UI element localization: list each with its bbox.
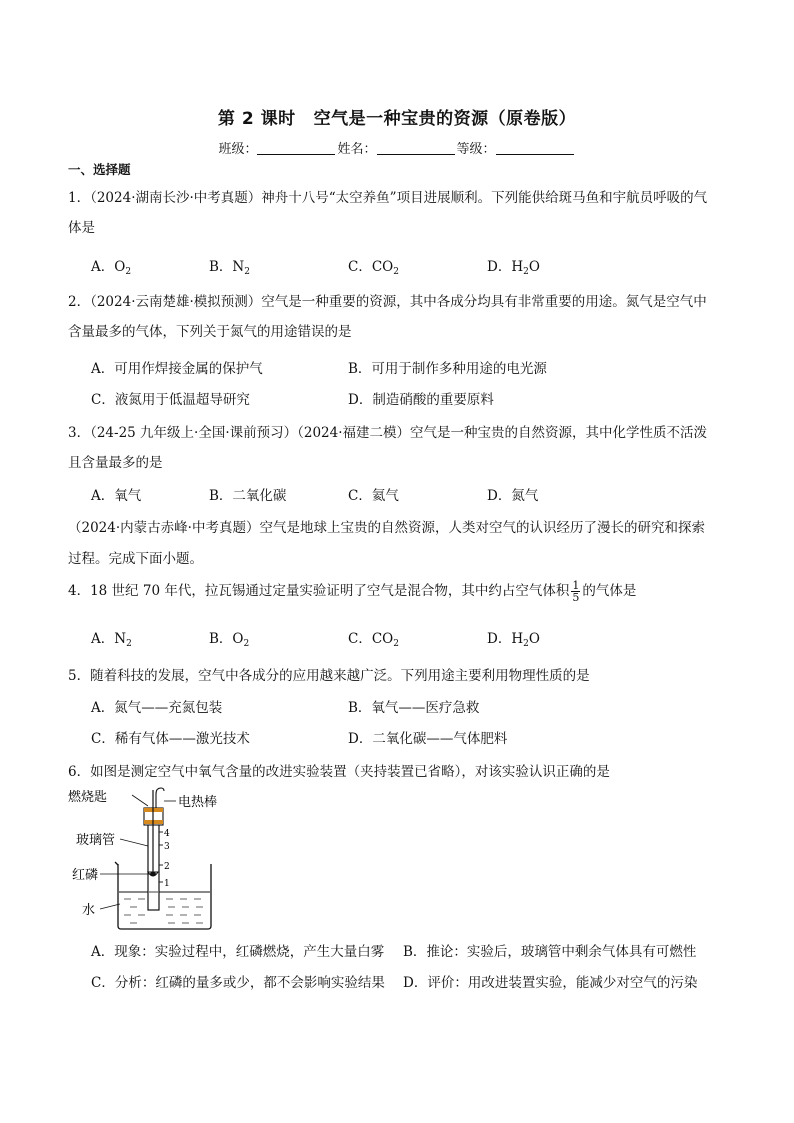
q1-option-d[interactable]: D．$H_2O$ [487,259,540,277]
q2-option-c[interactable]: C．液氮用于低温超导研究 [91,392,250,408]
q1-option-c[interactable]: C．$CO_2$ [348,259,399,277]
name-blank[interactable] [377,141,455,155]
grade-blank[interactable] [496,141,574,155]
q3-option-d[interactable]: D．氮气 [487,488,539,504]
q3-stem-line1: 3．（24-25 九年级上·全国·课前预习）（2024·福建二模）空气是一种宝贵的自然资源，其中化学性质不活泼 [68,425,708,441]
q2-option-a[interactable]: A．可用作焊接金属的保护气 [91,361,263,377]
class-blank[interactable] [257,141,335,155]
q2-option-b[interactable]: B．可用于制作多种用途的电光源 [348,361,547,377]
page-title [0,104,794,129]
label-water: 水 [82,903,96,918]
q4-option-a[interactable]: A．$N_2$ [91,631,132,649]
q6-option-c[interactable]: C．分析：红磷的量多或少，都不会影响实验结果 [91,975,385,991]
q5-option-d[interactable]: D．二氧化碳——气体肥料 [348,731,508,747]
q2-stem-line2: 含量最多的气体，下列关于氮气的用途错误的是 [68,324,352,340]
label-electric-rod: 电热棒 [178,795,218,810]
q4-option-d[interactable]: D．$H_2O$ [487,631,540,649]
class-label: 班级： [218,142,258,157]
q1-option-a[interactable]: A．$O_2$ [91,259,132,277]
section-title: 一、选择题 [68,162,131,177]
q6-stem: 6．如图是测定空气中氧气含量的改进实验装置（夹持装置已省略），对该实验认识正确的是 [68,764,610,780]
q4-option-b[interactable]: B．$O_2$ [209,631,250,649]
apparatus-figure [68,786,218,932]
q5-option-c[interactable]: C．稀有气体——激光技术 [91,731,250,747]
label-glass-tube: 玻璃管 [76,833,116,848]
fraction-one-fifth: $\frac{1}{5}$ [572,579,580,604]
name-label: 姓名： [337,142,377,157]
student-info-line [0,138,794,157]
q3-option-c[interactable]: C．氦气 [348,488,399,504]
q3-stem-line2: 且含量最多的是 [68,455,163,471]
q2-stem-line1: 2．（2024·云南楚雄·模拟预测）空气是一种重要的资源，其中各成分均具有非常重要的用途。氮气是空气中 [68,294,707,310]
q6-option-a[interactable]: A．现象：实验过程中，红磷燃烧，产生大量白雾 [91,944,385,960]
q6-option-b[interactable]: B．推论：实验后，玻璃管中剩余气体具有可燃性 [403,944,697,960]
q4-intro-line1: （2024·内蒙古赤峰·中考真题）空气是地球上宝贵的自然资源，人类对空气的认识经历了漫长的研究和探索 [68,520,705,536]
q5-stem: 5．随着科技的发展，空气中各成分的应用越来越广泛。下列用途主要利用物理性质的是 [68,668,590,684]
label-red-phosphorus: 红磷 [72,868,99,883]
title-lesson: 第 2 课时 [217,109,296,129]
q3-option-b[interactable]: B．二氧化碳 [209,488,287,504]
q5-option-b[interactable]: B．氧气——医疗急救 [348,700,480,716]
scale-mark-1: 1 [164,879,170,889]
q4-option-c[interactable]: C．$CO_2$ [348,631,399,649]
grade-label: 等级： [456,142,496,157]
label-combustion-spoon: 燃烧匙 [68,790,108,805]
scale-mark-4: 4 [164,829,170,839]
water-hatch [124,899,203,923]
q1-stem-line1: 1．（2024·湖南长沙·中考真题）神舟十八号“太空养鱼”项目进展顺利。下列能供给斑马鱼和宇航员呼吸的气 [68,190,708,206]
scale-mark-3: 3 [164,842,170,852]
q4-stem: 4．18 世纪 70 年代，拉瓦锡通过定量实验证明了空气是混合物，其中约占空气体积 $\frac{1}{5}$ 的气体是 [68,579,637,604]
q2-option-d[interactable]: D．制造硝酸的重要原料 [348,392,494,408]
q1-stem-line2: 体是 [68,220,95,236]
q3-option-a[interactable]: A．氧气 [91,488,142,504]
scale-mark-2: 2 [164,862,170,872]
electric-rod-icon [156,788,164,808]
q4-intro-line2: 过程。完成下面小题。 [68,551,203,567]
title-topic: 空气是一种宝贵的资源（原卷版） [313,109,577,129]
q5-option-a[interactable]: A．氮气——充氮包装 [91,700,223,716]
q1-option-b[interactable]: B．$N_2$ [209,259,250,277]
q6-option-d[interactable]: D．评价：用改进装置实验，能减少对空气的污染 [403,975,698,991]
